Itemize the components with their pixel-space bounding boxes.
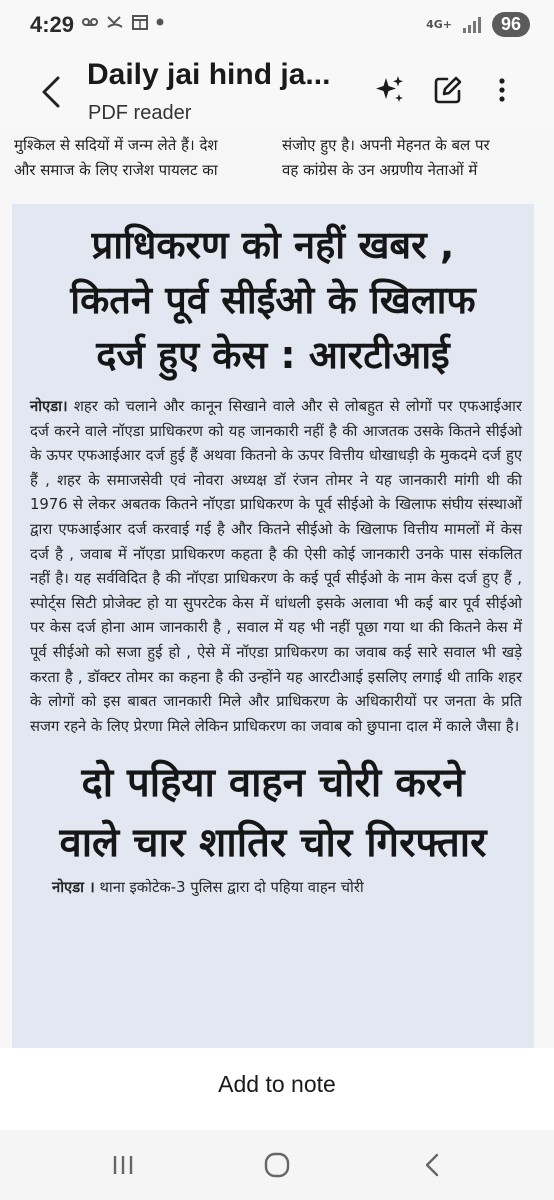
home-icon[interactable] <box>257 1150 297 1180</box>
app-subtitle: PDF reader <box>88 102 192 124</box>
system-nav-bar <box>0 1130 554 1200</box>
back-arrow-icon[interactable] <box>36 72 66 112</box>
system-icons <box>426 12 530 37</box>
text-line: और समाज के लिए राजेश पायलट का <box>14 161 218 179</box>
pdf-page[interactable] <box>0 130 554 1048</box>
calendar-icon <box>132 14 148 30</box>
article-headline <box>12 218 534 383</box>
text-line: मुश्किल से सदियों में जन्म लेते हैं। देश <box>14 136 218 154</box>
dateline: नोएडा । <box>52 879 95 897</box>
signal-icon <box>462 16 482 34</box>
body-text: शहर को चलाने और कानून सिखाने वाले और से लोबहुत से लोगों पर एफआईआर दर्ज करने वाले नॉएडा प्राधिकरण को यह जानकारी नहीं है की आजतक उसके कितने सीईओ के ऊपर एफआईआर दर्ज हुई हैं अथवा कितनो के ऊपर वित्तीय धोखाधड़ी के मुकदमे दर्ज हुए हैं , शहर के समाजसेवी एवं नोवरा अध्यक्ष डॉ रंजन तोमर ने यह जानकारी मांगी थी की 1976 से लेकर अबतक कितने नॉएडा प्राधिकरण के पूर्व सीईओ के खिलाफ संघीय संस्थाओं द्वारा एफआईआर दर्ज करवाई गई है और कितने सीईओ के खिलाफ वित्तीय मामलों में केस दर्ज है , जवाब में नॉएडा प्राधिकरण कहता है की ऐसी कोई जानकारी उनके पास संकलित नहीं है। यह सर्वविदित है की नॉएडा प्राधिकरण के कई पूर्व सीईओ के नाम केस दर्ज हुए हैं , स्पोर्ट्स सिटी प्रोजेक्ट हो या सुपरटेक केस में धांधली इसके अलावा भी कई बार पूर्व सीईओ पर केस दर्ज होना आम जानकारी है , सवाल में यह भी नहीं पूछा गया था की कितने केस में पूर्व सीईओ को सजा हुई हो , ऐसे में नॉएडा प्राधिकरण का जवाब कई सारे सवाल भी खड़े करता है , डॉक्टर तोमर का कहना है की उन्होंने यह आरटीआई इसलिए लगाई थी ताकि शहर के लोगों को इस बाबत जानकारी मिले और प्राधिकरण के अधिकारीयों पर जनता के प्रति सजग रहने के लिए प्रेरणा मिले लेकिन प्राधिकरण का जवाब को छुपाना दाल में काले जैसा है। <box>30 398 522 735</box>
app-bar <box>0 52 554 130</box>
edit-icon[interactable] <box>430 72 466 108</box>
column-left <box>14 133 272 183</box>
notification-icons <box>82 14 164 30</box>
missed-call-icon <box>106 14 124 30</box>
more-options-icon[interactable] <box>484 72 520 108</box>
add-to-note-button[interactable]: Add to note <box>218 1070 336 1097</box>
headline-line: दर्ज हुए केस : आरटीआई <box>96 333 450 377</box>
sparkle-icon[interactable] <box>372 72 408 108</box>
status-bar <box>0 0 554 52</box>
headline-line: कितने पूर्व सीईओ के खिलाफ <box>70 278 476 322</box>
second-headline <box>12 753 534 873</box>
back-icon[interactable] <box>413 1150 453 1180</box>
battery-level: 96 <box>492 12 530 37</box>
headline-line: प्राधिकरण को नहीं खबर , <box>91 223 455 267</box>
recents-icon[interactable] <box>103 1150 143 1180</box>
second-article-body <box>52 875 522 900</box>
headline-line: वाले चार शातिर चोर गिरफ्तार <box>59 820 487 867</box>
news-article-box <box>12 204 534 1048</box>
network-type: 4G+ <box>426 17 452 31</box>
column-right <box>282 133 540 183</box>
text-line: संजोए हुए है। अपनी मेहनत के बल पर <box>282 136 490 154</box>
status-time: 4:29 <box>30 12 75 37</box>
dateline: नोएडा। <box>30 398 68 415</box>
bottom-action-bar <box>0 1048 554 1120</box>
headline-line: दो पहिया वाहन चोरी करने <box>81 760 465 807</box>
body-text: थाना इकोटेक-3 पुलिस द्वारा दो पहिया वाहन चोरी <box>99 879 364 897</box>
article-body <box>30 395 522 739</box>
previous-article-columns <box>14 133 540 183</box>
dot-icon <box>156 18 164 26</box>
voicemail-icon <box>82 15 98 29</box>
document-title: Daily jai hind ja... <box>87 58 331 91</box>
text-line: वह कांग्रेस के उन अग्रणीय नेताओं में <box>282 161 478 179</box>
